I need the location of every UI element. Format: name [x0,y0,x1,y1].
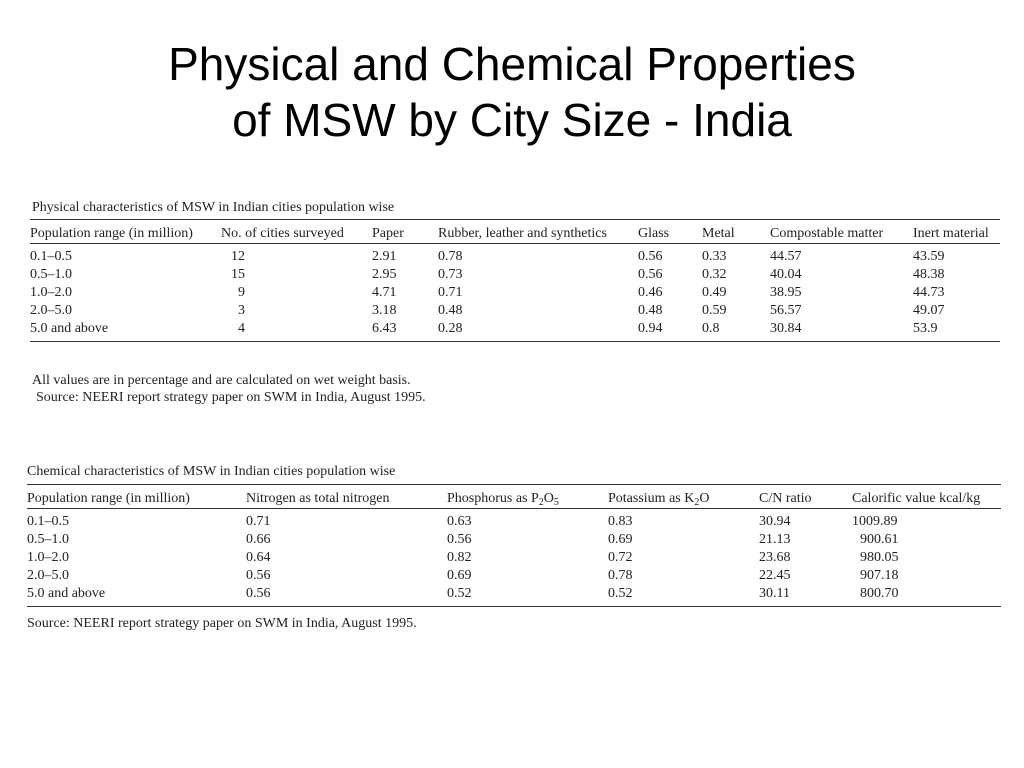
cell-inert: 53.9 [913,320,1000,342]
cell-phosphorus: 0.69 [447,568,472,583]
physical-source: Source: NEERI report strategy paper on SWM in India, August 1995. [36,390,426,405]
physical-note: All values are in percentage and are calculated on wet weight basis. [32,373,411,388]
cell-cn-ratio: 30.11 [759,585,852,607]
cell-rubber: 0.73 [438,267,463,282]
cell-population: 2.0–5.0 [27,568,69,583]
table-row [27,567,1001,585]
cell-nitrogen: 0.56 [246,568,271,583]
slide-title [0,36,1024,148]
col-header-cities: No. of cities surveyed [221,220,372,244]
cell-cn-ratio: 22.45 [759,568,791,583]
cell-metal: 0.8 [702,320,770,342]
cell-inert: 43.59 [913,249,945,264]
physical-table-caption: Physical characteristics of MSW in Indian cities population wise [32,200,395,215]
table-row [27,549,1001,567]
cell-phosphorus: 0.82 [447,550,472,565]
cell-compostable: 40.04 [770,267,802,282]
cell-compostable: 30.84 [770,320,913,342]
col-header-potassium: Potassium as $K_2O$ [608,485,759,509]
col-header-phosphorus: Phosphorus as $P_2O_5$ [447,485,608,509]
cell-cities: 12 [231,249,245,264]
cell-inert: 44.73 [913,285,945,300]
cell-population: 5.0 and above [30,320,221,342]
cell-glass: 0.56 [638,267,663,282]
cell-cities: 3 [238,303,245,318]
cell-population: 0.1–0.5 [27,514,69,529]
cell-glass: 0.56 [638,249,663,264]
cell-paper: 3.18 [372,303,397,318]
cell-population: 0.5–1.0 [27,532,69,547]
cell-inert: 48.38 [913,267,945,282]
cell-metal: 0.32 [702,267,727,282]
cell-rubber: 0.78 [438,249,463,264]
cell-potassium: 0.83 [608,514,633,529]
physical-header-row [30,220,1000,244]
cell-glass: 0.48 [638,303,663,318]
chemical-header-row [27,485,1001,509]
chemical-source: Source: NEERI report strategy paper on SWM in India, August 1995. [27,616,417,631]
cell-inert: 49.07 [913,303,945,318]
cell-rubber: 0.28 [438,320,638,342]
col-header-metal: Metal [702,220,770,244]
cell-compostable: 44.57 [770,249,802,264]
col-header-population: Population range (in million) [30,220,221,244]
col-header-inert: Inert material [913,220,1000,244]
cell-cities: 9 [238,285,245,300]
cell-metal: 0.59 [702,303,727,318]
cell-cities: 15 [231,267,245,282]
cell-cities: 4 [221,320,372,342]
col-header-calorific: Calorific value kcal/kg [852,485,1001,509]
table-row [30,266,1000,284]
col-header-glass: Glass [638,220,702,244]
table-row [30,302,1000,320]
table-row [27,531,1001,549]
cell-cn-ratio: 21.13 [759,532,791,547]
cell-phosphorus: 0.56 [447,532,472,547]
col-header-rubber: Rubber, leather and synthetics [438,220,638,244]
cell-glass: 0.94 [638,320,702,342]
cell-potassium: 0.78 [608,568,633,583]
col-header-compostable: Compostable matter [770,220,913,244]
cell-paper: 6.43 [372,320,438,342]
cell-compostable: 56.57 [770,303,802,318]
cell-paper: 2.95 [372,267,397,282]
cell-phosphorus: 0.52 [447,585,608,607]
cell-rubber: 0.71 [438,285,463,300]
cell-calorific: 800.70 [852,585,1001,607]
cell-phosphorus: 0.63 [447,514,472,529]
table-row [27,585,1001,607]
col-header-cn-ratio: C/N ratio [759,485,852,509]
cell-paper: 4.71 [372,285,397,300]
cell-population: 2.0–5.0 [30,303,72,318]
cell-cn-ratio: 23.68 [759,550,791,565]
cell-calorific: 900.61 [860,532,899,547]
cell-population: 0.1–0.5 [30,249,72,264]
cell-calorific: 907.18 [860,568,899,583]
chemical-characteristics-table [27,484,1001,607]
cell-nitrogen: 0.71 [246,514,271,529]
cell-population: 1.0–2.0 [27,550,69,565]
cell-nitrogen: 0.64 [246,550,271,565]
cell-potassium: 0.72 [608,550,633,565]
cell-calorific: 980.05 [860,550,899,565]
chemical-table-caption: Chemical characteristics of MSW in Indian cities population wise [27,464,396,479]
cell-population: 5.0 and above [27,585,246,607]
cell-paper: 2.91 [372,249,397,264]
cell-cn-ratio: 30.94 [759,514,791,529]
cell-population: 1.0–2.0 [30,285,72,300]
slide-title-line-2: of MSW by City Size - India [232,94,792,146]
col-header-paper: Paper [372,220,438,244]
cell-nitrogen: 0.66 [246,532,271,547]
cell-population: 0.5–1.0 [30,267,72,282]
col-header-population: Population range (in million) [27,485,246,509]
cell-glass: 0.46 [638,285,663,300]
cell-compostable: 38.95 [770,285,802,300]
cell-potassium: 0.69 [608,532,633,547]
table-row [30,244,1000,267]
cell-nitrogen: 0.56 [246,585,447,607]
table-row [30,284,1000,302]
cell-calorific: 1009.89 [852,514,898,529]
cell-metal: 0.33 [702,249,727,264]
col-header-nitrogen: Nitrogen as total nitrogen [246,485,447,509]
table-row [30,320,1000,342]
slide-title-line-1: Physical and Chemical Properties [168,38,856,90]
cell-rubber: 0.48 [438,303,463,318]
table-row [27,509,1001,532]
physical-characteristics-table [30,219,1000,342]
cell-metal: 0.49 [702,285,727,300]
cell-potassium: 0.52 [608,585,759,607]
